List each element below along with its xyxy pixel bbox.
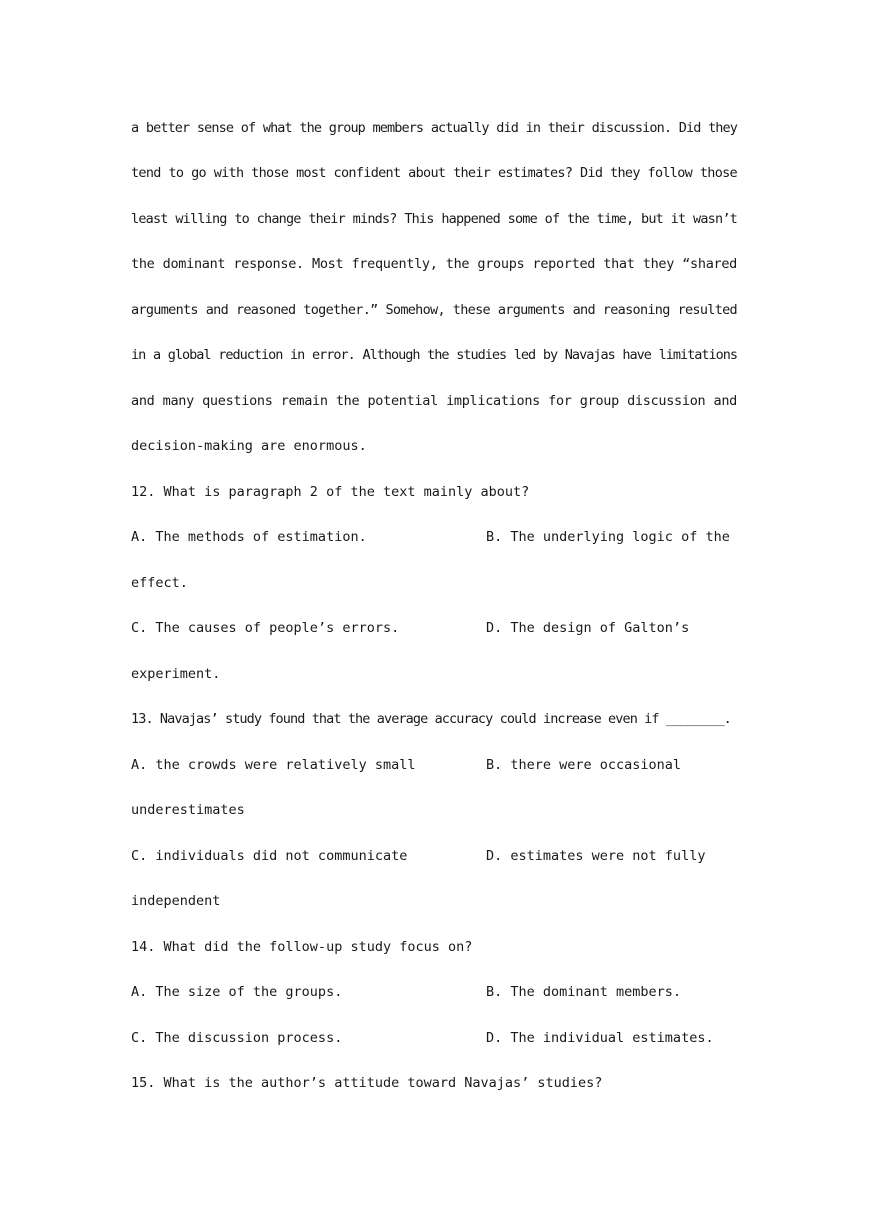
option-a: A. The methods of estimation.: [131, 529, 367, 545]
passage-line: and many questions remain the potential implications for group discussion and: [131, 393, 737, 409]
option-d: D. The individual estimates.: [486, 1030, 714, 1046]
option-d: D. The design of Galton’s: [486, 620, 690, 636]
passage-line: decision-making are enormous.: [131, 438, 367, 454]
option-c: C. The discussion process.: [131, 1030, 343, 1046]
option-a: A. the crowds were relatively small: [131, 757, 416, 773]
option-b-continued: effect.: [131, 575, 188, 591]
option-b: B. there were occasional: [486, 757, 682, 773]
question-stem: 15. What is the author’s attitude toward Navajas’ studies?: [131, 1075, 603, 1091]
option-d-continued: independent: [131, 893, 221, 909]
passage-line: in a global reduction in error. Although the studies led by Navajas have limitations: [131, 347, 737, 363]
passage-line: the dominant response. Most frequently, the groups reported that they “shared: [131, 256, 737, 272]
option-d: D. estimates were not fully: [486, 848, 706, 864]
option-b: B. The underlying logic of the: [486, 529, 730, 545]
option-c: C. The causes of people’s errors.: [131, 620, 400, 636]
option-b: B. The dominant members.: [486, 984, 682, 1000]
option-a: A. The size of the groups.: [131, 984, 343, 1000]
question-stem: 14. What did the follow-up study focus on?: [131, 939, 473, 955]
passage-line: tend to go with those most confident about their estimates? Did they follow those: [131, 165, 737, 181]
option-d-continued: experiment.: [131, 666, 221, 682]
option-c: C. individuals did not communicate: [131, 848, 408, 864]
option-b-continued: underestimates: [131, 802, 245, 818]
passage-line: arguments and reasoned together.” Somehow, these arguments and reasoning resulted: [131, 302, 737, 318]
passage-line: a better sense of what the group members actually did in their discussion. Did they: [131, 120, 737, 136]
passage-line: least willing to change their minds? This happened some of the time, but it wasn’t: [131, 211, 737, 227]
question-stem: 13. Navajas’ study found that the average accuracy could increase even if ________.: [131, 711, 731, 727]
question-stem: 12. What is paragraph 2 of the text mainly about?: [131, 484, 530, 500]
